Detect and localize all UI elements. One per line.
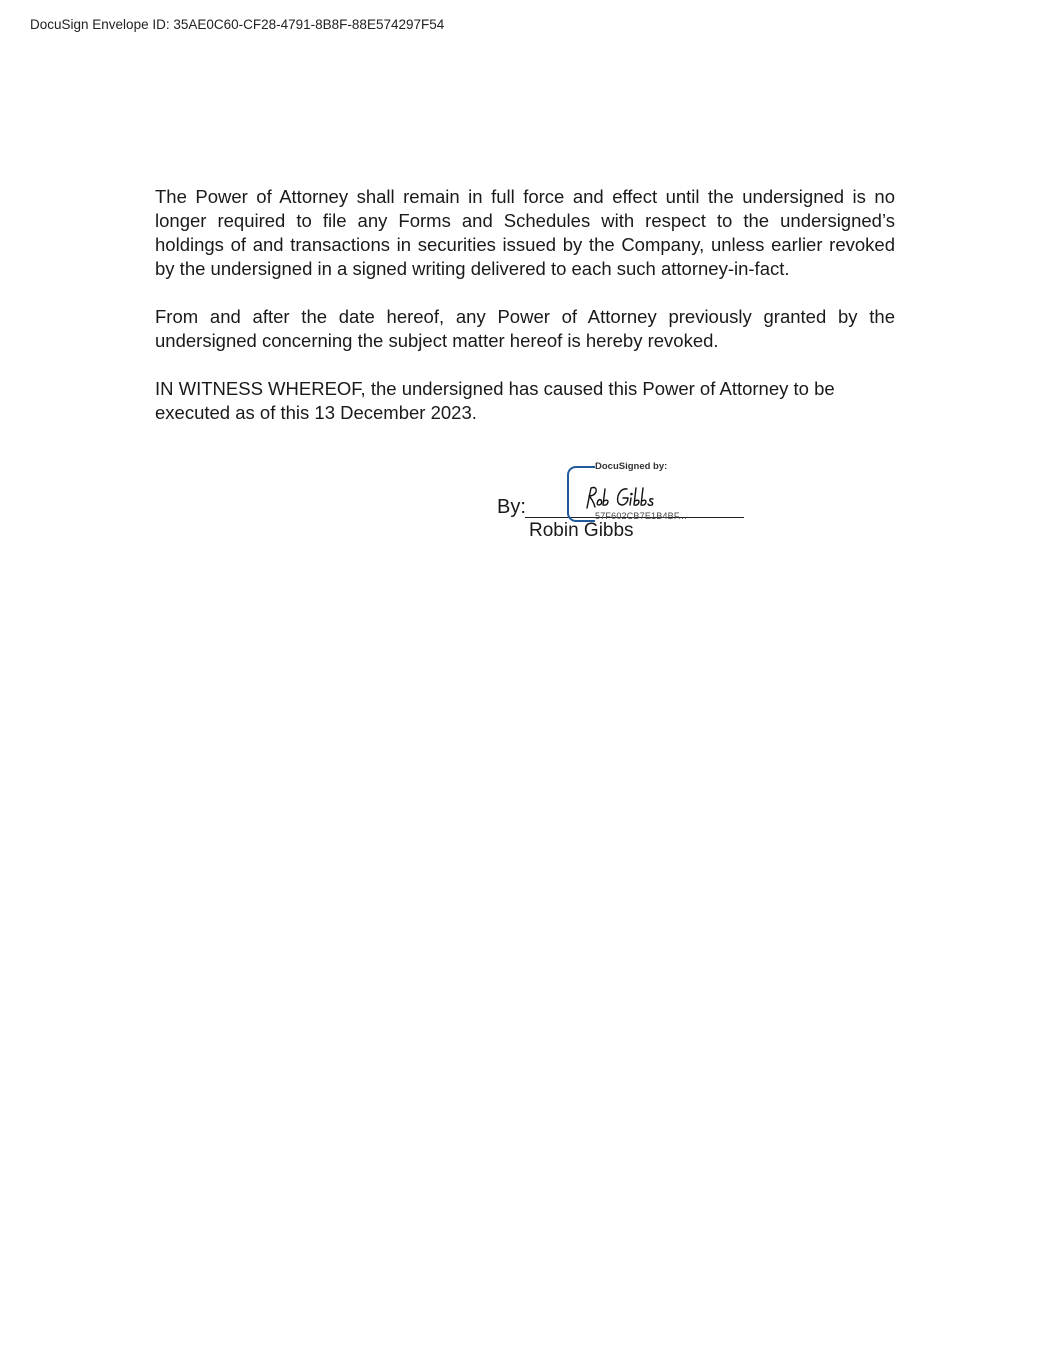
- by-label: By:: [497, 496, 526, 518]
- paragraph-power-of-attorney-term: The Power of Attorney shall remain in full force and effect until the undersigned is no longer required to file any Forms and Schedules with respect to the undersigned’s holdings of and transactions in securities issued by the Company, unless earlier revoked by the undersigned in a signed writing delivered to each such attorney-in-fact.: [155, 186, 895, 279]
- docusigned-label: DocuSigned by:: [595, 461, 668, 472]
- document-body: [155, 185, 895, 449]
- signature-hash: 57F602CB7E1B4BF...: [595, 511, 687, 521]
- paragraph-witness: IN WITNESS WHEREOF, the undersigned has caused this Power of Attorney to be executed as of this 13 December 2023.: [155, 378, 835, 423]
- signature-block: [497, 458, 757, 548]
- handwritten-signature: [583, 480, 673, 512]
- paragraph-revocation: From and after the date hereof, any Power of Attorney previously granted by the undersigned concerning the subject matter hereof is hereby revoked.: [155, 306, 895, 351]
- signer-name: Robin Gibbs: [529, 520, 634, 541]
- envelope-id: DocuSign Envelope ID: 35AE0C60-CF28-4791-8B8F-88E574297F54: [30, 17, 445, 32]
